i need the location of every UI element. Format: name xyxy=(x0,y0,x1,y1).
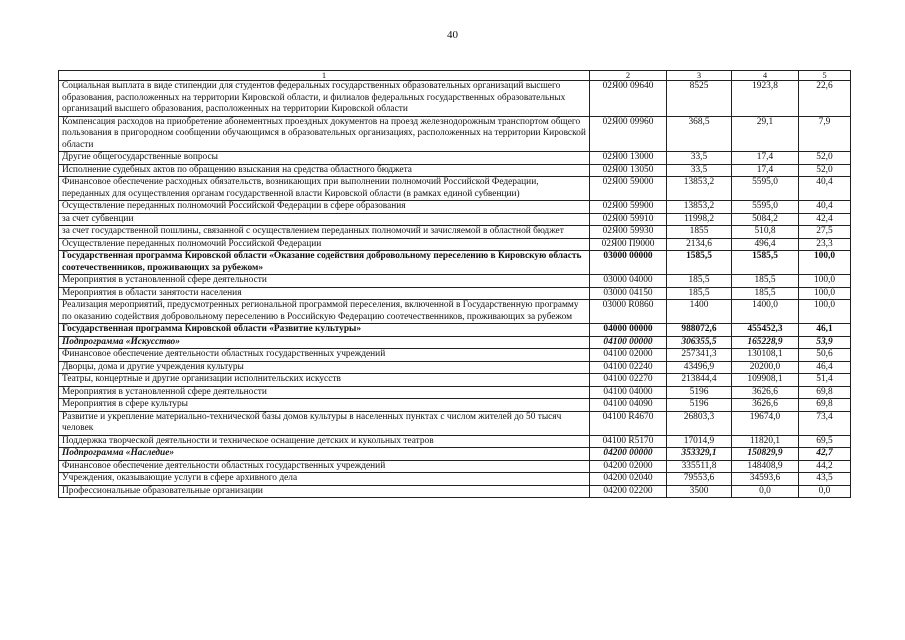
execution-percent: 0,0 xyxy=(799,485,851,498)
header-col-5: 5 xyxy=(799,71,851,81)
execution-percent: 40,4 xyxy=(799,177,851,201)
executed-value: 1400,0 xyxy=(732,300,799,324)
execution-percent: 42,4 xyxy=(799,213,851,226)
execution-percent: 69,8 xyxy=(799,399,851,412)
row-name: Учреждения, оказывающие услуги в сфере архивного дела xyxy=(59,473,590,486)
budget-code: 02Я00 59930 xyxy=(590,226,667,239)
table-row xyxy=(59,164,851,177)
row-name: Профессиональные образовательные организации xyxy=(59,485,590,498)
executed-value: 20200,0 xyxy=(732,361,799,374)
executed-value: 5084,2 xyxy=(732,213,799,226)
row-name: Мероприятия в установленной сфере деятельности xyxy=(59,386,590,399)
table-row xyxy=(59,448,851,461)
planned-value: 26803,3 xyxy=(667,411,732,435)
planned-value: 79553,6 xyxy=(667,473,732,486)
table-row xyxy=(59,177,851,201)
budget-code: 04200 02040 xyxy=(590,473,667,486)
execution-percent: 73,4 xyxy=(799,411,851,435)
execution-percent: 43,5 xyxy=(799,473,851,486)
executed-value: 5595,0 xyxy=(732,201,799,214)
execution-percent: 51,4 xyxy=(799,374,851,387)
executed-value: 3626,6 xyxy=(732,386,799,399)
executed-value: 34593,6 xyxy=(732,473,799,486)
budget-code: 04200 02000 xyxy=(590,460,667,473)
table-row xyxy=(59,361,851,374)
budget-code: 02Я00 13050 xyxy=(590,164,667,177)
table-row xyxy=(59,324,851,337)
budget-code: 02Я00 59900 xyxy=(590,201,667,214)
row-name: Финансовое обеспечение расходных обязательств, возникающих при выполнении полномочий Российской Федерации, переданных для осуществления органам государственной власти Кировской области (в рамках единой субвенции) xyxy=(59,177,590,201)
execution-percent: 22,6 xyxy=(799,81,851,117)
row-name: Финансовое обеспечение деятельности областных государственных учреждений xyxy=(59,460,590,473)
row-name: Дворцы, дома и другие учреждения культуры xyxy=(59,361,590,374)
budget-code: 02Я00 59910 xyxy=(590,213,667,226)
row-name: Поддержка творческой деятельности и техническое оснащение детских и кукольных театров xyxy=(59,435,590,448)
planned-value: 13853,2 xyxy=(667,177,732,201)
table-body xyxy=(59,81,851,498)
budget-code: 03000 04150 xyxy=(590,287,667,300)
row-name: Социальная выплата в виде стипендии для студентов федеральных государственных образовательных организаций высшего образования, расположенных на территории Кировской области, и филиалов федеральных государственных образовательных организаций высшего образования, расположенных на территории Кировской области xyxy=(59,81,590,117)
table-row xyxy=(59,81,851,117)
budget-code: 04100 02000 xyxy=(590,349,667,362)
execution-percent: 7,9 xyxy=(799,116,851,152)
row-name: за счет государственной пошлины, связанной с осуществлением переданных полномочий и зачисляемой в областной бюджет xyxy=(59,226,590,239)
executed-value: 17,4 xyxy=(732,152,799,165)
planned-value: 33,5 xyxy=(667,164,732,177)
executed-value: 1585,5 xyxy=(732,251,799,275)
execution-percent: 100,0 xyxy=(799,251,851,275)
row-name: Осуществление переданных полномочий Российской Федерации xyxy=(59,238,590,251)
row-name: Подпрограмма «Искусство» xyxy=(59,336,590,349)
planned-value: 5196 xyxy=(667,386,732,399)
table-row xyxy=(59,460,851,473)
table-row xyxy=(59,473,851,486)
header-col-2: 2 xyxy=(590,71,667,81)
header-col-3: 3 xyxy=(667,71,732,81)
planned-value: 306355,5 xyxy=(667,336,732,349)
budget-code: 02Я00 П9000 xyxy=(590,238,667,251)
row-name: Осуществление переданных полномочий Российской Федерации в сфере образования xyxy=(59,201,590,214)
planned-value: 2134,6 xyxy=(667,238,732,251)
table-row xyxy=(59,275,851,288)
execution-percent: 27,5 xyxy=(799,226,851,239)
executed-value: 496,4 xyxy=(732,238,799,251)
row-name: Реализация мероприятий, предусмотренных региональной программой переселения, включенной в Государственную программу по оказанию содействия добровольному переселению в Российскую Федерацию соотечественников, проживающих за рубежом xyxy=(59,300,590,324)
row-name: Мероприятия в сфере культуры xyxy=(59,399,590,412)
executed-value: 109908,1 xyxy=(732,374,799,387)
execution-percent: 42,7 xyxy=(799,448,851,461)
table-row xyxy=(59,399,851,412)
execution-percent: 53,9 xyxy=(799,336,851,349)
execution-percent: 69,5 xyxy=(799,435,851,448)
budget-code: 02Я00 09960 xyxy=(590,116,667,152)
table-row xyxy=(59,251,851,275)
executed-value: 150829,9 xyxy=(732,448,799,461)
planned-value: 8525 xyxy=(667,81,732,117)
planned-value: 43496,9 xyxy=(667,361,732,374)
row-name: Государственная программа Кировской области «Развитие культуры» xyxy=(59,324,590,337)
executed-value: 5595,0 xyxy=(732,177,799,201)
execution-percent: 52,0 xyxy=(799,152,851,165)
executed-value: 1923,8 xyxy=(732,81,799,117)
budget-code: 03000 R0860 xyxy=(590,300,667,324)
page-number: 40 xyxy=(447,29,458,41)
executed-value: 130108,1 xyxy=(732,349,799,362)
budget-code: 02Я00 59000 xyxy=(590,177,667,201)
planned-value: 17014,9 xyxy=(667,435,732,448)
planned-value: 335511,8 xyxy=(667,460,732,473)
executed-value: 3626,6 xyxy=(732,399,799,412)
header-col-1: 1 xyxy=(59,71,590,81)
table-row xyxy=(59,201,851,214)
budget-code: 04100 02270 xyxy=(590,374,667,387)
budget-code: 03000 04000 xyxy=(590,275,667,288)
table-row xyxy=(59,336,851,349)
row-name: Мероприятия в установленной сфере деятельности xyxy=(59,275,590,288)
executed-value: 455452,3 xyxy=(732,324,799,337)
execution-percent: 23,3 xyxy=(799,238,851,251)
budget-code: 04200 00000 xyxy=(590,448,667,461)
table-row xyxy=(59,374,851,387)
executed-value: 165228,9 xyxy=(732,336,799,349)
planned-value: 1855 xyxy=(667,226,732,239)
execution-percent: 46,4 xyxy=(799,361,851,374)
execution-percent: 52,0 xyxy=(799,164,851,177)
executed-value: 185,5 xyxy=(732,287,799,300)
row-name: Исполнение судебных актов по обращению взыскания на средства областного бюджета xyxy=(59,164,590,177)
budget-code: 04100 00000 xyxy=(590,336,667,349)
budget-code: 04100 02240 xyxy=(590,361,667,374)
executed-value: 0,0 xyxy=(732,485,799,498)
table-row xyxy=(59,300,851,324)
planned-value: 1585,5 xyxy=(667,251,732,275)
planned-value: 13853,2 xyxy=(667,201,732,214)
executed-value: 148408,9 xyxy=(732,460,799,473)
planned-value: 368,5 xyxy=(667,116,732,152)
execution-percent: 69,8 xyxy=(799,386,851,399)
budget-code: 04200 02200 xyxy=(590,485,667,498)
budget-table xyxy=(58,70,851,498)
row-name: Компенсация расходов на приобретение абонементных проездных документов на проезд железнодорожным транспортом общего пользования в пригородном сообщении обучающимся в образовательных организациях, расположенных на территории Кировской области xyxy=(59,116,590,152)
row-name: Театры, концертные и другие организации исполнительских искусств xyxy=(59,374,590,387)
table-row xyxy=(59,226,851,239)
budget-code: 02Я00 13000 xyxy=(590,152,667,165)
planned-value: 11998,2 xyxy=(667,213,732,226)
execution-percent: 100,0 xyxy=(799,300,851,324)
row-name: за счет субвенции xyxy=(59,213,590,226)
executed-value: 510,8 xyxy=(732,226,799,239)
row-name: Подпрограмма «Наследие» xyxy=(59,448,590,461)
table-row xyxy=(59,435,851,448)
executed-value: 19674,0 xyxy=(732,411,799,435)
row-name: Мероприятия в области занятости населения xyxy=(59,287,590,300)
execution-percent: 100,0 xyxy=(799,275,851,288)
planned-value: 185,5 xyxy=(667,275,732,288)
row-name: Другие общегосударственные вопросы xyxy=(59,152,590,165)
planned-value: 33,5 xyxy=(667,152,732,165)
row-name: Государственная программа Кировской области «Оказание содействия добровольному переселению в Кировскую область соотечественников, проживающих за рубежом» xyxy=(59,251,590,275)
execution-percent: 100,0 xyxy=(799,287,851,300)
table-row xyxy=(59,287,851,300)
row-name: Финансовое обеспечение деятельности областных государственных учреждений xyxy=(59,349,590,362)
execution-percent: 50,6 xyxy=(799,349,851,362)
planned-value: 213844,4 xyxy=(667,374,732,387)
execution-percent: 46,1 xyxy=(799,324,851,337)
table-row xyxy=(59,116,851,152)
budget-code: 04000 00000 xyxy=(590,324,667,337)
header-col-4: 4 xyxy=(732,71,799,81)
row-name: Развитие и укрепление материально-технической базы домов культуры в населенных пунктах с числом жителей до 50 тысяч человек xyxy=(59,411,590,435)
budget-code: 04100 04090 xyxy=(590,399,667,412)
execution-percent: 44,2 xyxy=(799,460,851,473)
header-row xyxy=(59,71,851,81)
table-row xyxy=(59,411,851,435)
budget-code: 03000 00000 xyxy=(590,251,667,275)
table-row xyxy=(59,485,851,498)
table-row xyxy=(59,238,851,251)
executed-value: 29,1 xyxy=(732,116,799,152)
budget-code: 02Я00 09640 xyxy=(590,81,667,117)
table-row xyxy=(59,349,851,362)
table-row xyxy=(59,152,851,165)
execution-percent: 40,4 xyxy=(799,201,851,214)
planned-value: 988072,6 xyxy=(667,324,732,337)
planned-value: 353329,1 xyxy=(667,448,732,461)
planned-value: 257341,3 xyxy=(667,349,732,362)
executed-value: 11820,1 xyxy=(732,435,799,448)
table-row xyxy=(59,213,851,226)
table-row xyxy=(59,386,851,399)
budget-code: 04100 R5170 xyxy=(590,435,667,448)
planned-value: 185,5 xyxy=(667,287,732,300)
planned-value: 1400 xyxy=(667,300,732,324)
executed-value: 185,5 xyxy=(732,275,799,288)
budget-code: 04100 R4670 xyxy=(590,411,667,435)
planned-value: 3500 xyxy=(667,485,732,498)
budget-code: 04100 04000 xyxy=(590,386,667,399)
executed-value: 17,4 xyxy=(732,164,799,177)
planned-value: 5196 xyxy=(667,399,732,412)
